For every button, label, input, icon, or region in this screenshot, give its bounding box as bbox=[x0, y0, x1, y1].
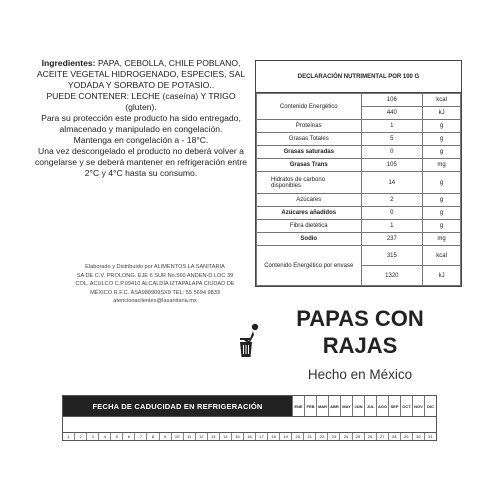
expiry-day: 6 bbox=[122, 433, 134, 440]
expiry-month: JUL bbox=[364, 396, 376, 416]
nutrition-title: DECLARACIÓN NUTRIMENTAL POR 100 G bbox=[256, 61, 461, 93]
expiry-day: 19 bbox=[279, 433, 291, 440]
expiry-title: FECHA DE CADUCIDAD EN REFRIGERACIÓN bbox=[63, 396, 292, 416]
nutrition-value: 14 bbox=[361, 172, 423, 194]
nutrition-value: 105 bbox=[361, 159, 423, 172]
nutrition-value: 5 bbox=[361, 133, 423, 146]
expiry-day: 23 bbox=[327, 433, 339, 440]
storage-text: Para su protección este producto ha sido entregado, almacenado y manipulado en congelación. bbox=[41, 113, 241, 134]
expiry-day: 27 bbox=[376, 433, 388, 440]
expiry-month: FEB bbox=[304, 396, 316, 416]
expiry-day: 10 bbox=[171, 433, 183, 440]
expiry-month: MAR bbox=[316, 396, 328, 416]
expiry-month: MAY bbox=[340, 396, 352, 416]
expiry-day: 12 bbox=[195, 433, 207, 440]
manufacturer-info bbox=[55, 263, 255, 306]
ingredients-list: PAPA, CEBOLLA, CHILE POBLANO, ACEITE VEGETAL HIDROGENADO, ESPECIES, SAL YODADA Y SORBATO DE POTASIO.. bbox=[36, 58, 246, 90]
ingredients-label: Ingredientes: bbox=[41, 58, 96, 68]
ingredients-text bbox=[30, 58, 252, 91]
ingredients-block bbox=[30, 58, 252, 179]
energy-row bbox=[257, 94, 461, 107]
made-in-mexico: Hecho en México bbox=[307, 367, 413, 382]
expiry-day: 1 bbox=[67, 434, 70, 439]
nutrition-unit: g bbox=[423, 207, 461, 220]
expiry-days bbox=[63, 432, 436, 440]
energy-pack-kcal-value: 315 bbox=[361, 246, 423, 266]
manufacturer-line: COL. ACULCO C.P.09410 ALCALDÍA IZTAPALAPA CIUDAD DE bbox=[75, 281, 235, 287]
manufacturer-line: MÉXICO R.F.C. ASA980909SX9 TEL: 55 5694 9833 bbox=[90, 289, 220, 296]
expiry-day: 5 bbox=[110, 433, 122, 440]
nutrition-row bbox=[257, 207, 461, 220]
nutrition-unit: mg bbox=[423, 159, 461, 172]
nutrition-value: 0 bbox=[361, 207, 423, 220]
expiry-day: 24 bbox=[339, 433, 351, 440]
nutrition-unit: g bbox=[423, 220, 461, 233]
nutrition-row bbox=[257, 172, 461, 194]
product-block bbox=[285, 305, 435, 382]
expiry-month: ABR bbox=[328, 396, 340, 416]
expiry-write-area bbox=[63, 416, 436, 432]
nutrition-unit: g bbox=[423, 146, 461, 159]
energy-pack-kj-unit: kJ bbox=[423, 266, 461, 286]
expiry-day: 20 bbox=[291, 433, 303, 440]
manufacturer-email: atencionaclientes@lasanitaria.mx bbox=[113, 298, 197, 304]
expiry-day: 7 bbox=[134, 433, 146, 440]
nutrition-unit: g bbox=[423, 133, 461, 146]
expiry-day: 13 bbox=[207, 433, 219, 440]
thaw-text: Una vez descongelado el producto no deberá volver a congelarse y se deberá mantener en refrigeración entre 2°C y 4°C hasta su consumo. bbox=[34, 146, 248, 178]
expiry-day: 14 bbox=[219, 433, 231, 440]
energy-pack-row bbox=[257, 246, 461, 266]
expiry-day: 8 bbox=[146, 433, 158, 440]
expiry-month: SEP bbox=[388, 396, 400, 416]
expiry-day: 31 bbox=[424, 433, 436, 440]
nutrition-row bbox=[257, 120, 461, 133]
trash-disposal-icon bbox=[236, 323, 268, 359]
nutrition-unit: g bbox=[423, 194, 461, 207]
nutrition-row bbox=[257, 146, 461, 159]
nutrition-row bbox=[257, 233, 461, 246]
nutrition-label: Grasas Trans bbox=[257, 159, 362, 172]
nutrition-unit: g bbox=[423, 120, 461, 133]
nutrition-unit: g bbox=[423, 172, 461, 194]
expiry-day: 2 bbox=[74, 433, 86, 440]
expiry-months bbox=[292, 396, 436, 416]
nutrition-label: Azúcares bbox=[257, 194, 362, 207]
nutrition-row bbox=[257, 220, 461, 233]
expiry-day: 3 bbox=[86, 433, 98, 440]
expiry-day: 4 bbox=[98, 433, 110, 440]
expiry-day: 21 bbox=[303, 433, 315, 440]
product-name-line1: PAPAS CON bbox=[296, 306, 424, 331]
expiry-month: OCT bbox=[400, 396, 412, 416]
expiry-day: 17 bbox=[255, 433, 267, 440]
energy-kcal-unit: kcal bbox=[423, 94, 461, 107]
manufacturer-line: SA DE C.V. PROLONG. EJE 6 SUR No.560 ANDEN-D LOC 39 bbox=[76, 272, 234, 279]
nutrition-value: 0 bbox=[361, 146, 423, 159]
nutrition-value: 2 bbox=[361, 194, 423, 207]
expiry-day: 29 bbox=[400, 433, 412, 440]
expiry-month: ENE bbox=[292, 396, 304, 416]
nutrition-value: 1 bbox=[361, 220, 423, 233]
expiry-month: AGO bbox=[376, 396, 388, 416]
manufacturer-line: Elaborado y Distribuido por ALIMENTOS LA SANITARIA bbox=[85, 264, 225, 270]
allergens-text: PUEDE CONTENER: LECHE (caseína) Y TRIGO (gluten). bbox=[46, 91, 236, 112]
nutrition-label: Grasas saturadas bbox=[257, 146, 362, 159]
energy-label: Contenido Energético bbox=[257, 94, 362, 120]
nutrition-table bbox=[255, 60, 462, 287]
expiry-header-row bbox=[63, 396, 436, 416]
expiry-day: 9 bbox=[159, 433, 171, 440]
expiry-month: DIC bbox=[424, 396, 436, 416]
product-name-line2: RAJAS bbox=[322, 333, 398, 358]
nutrition-label: Hidratos de carbono disponibles bbox=[257, 172, 362, 194]
nutrition-label: Sodio bbox=[257, 233, 362, 246]
nutrition-label: Grasas Totales bbox=[257, 133, 362, 146]
nutrition-row bbox=[257, 133, 461, 146]
energy-kj-value: 440 bbox=[361, 107, 423, 120]
nutrition-row bbox=[257, 159, 461, 172]
expiry-day: 11 bbox=[183, 433, 195, 440]
nutrition-value: 1 bbox=[361, 120, 423, 133]
expiry-month: NOV bbox=[412, 396, 424, 416]
nutrition-unit: mg bbox=[423, 233, 461, 246]
expiry-box bbox=[62, 395, 437, 441]
energy-pack-kcal-unit: kcal bbox=[423, 246, 461, 266]
energy-pack-kj-value: 1320 bbox=[361, 266, 423, 286]
energy-pack-label: Contenido Energético por envase bbox=[257, 246, 362, 286]
nutrition-grid bbox=[256, 93, 461, 286]
nutrition-value: 237 bbox=[361, 233, 423, 246]
energy-kcal-value: 106 bbox=[361, 94, 423, 107]
expiry-day: 28 bbox=[388, 433, 400, 440]
expiry-day: 22 bbox=[315, 433, 327, 440]
nutrition-label: Proteínas bbox=[257, 120, 362, 133]
nutrition-label: Fibra dietética bbox=[257, 220, 362, 233]
expiry-day: 16 bbox=[243, 433, 255, 440]
expiry-day: 30 bbox=[412, 433, 424, 440]
energy-kj-unit: kJ bbox=[423, 107, 461, 120]
keep-frozen-text: Mantenga en congelación a - 18°C. bbox=[73, 135, 209, 145]
nutrition-row bbox=[257, 194, 461, 207]
expiry-day: 25 bbox=[352, 433, 364, 440]
nutrition-label: Azúcares añadidos bbox=[257, 207, 362, 220]
expiry-day: 26 bbox=[364, 433, 376, 440]
expiry-day: 18 bbox=[267, 433, 279, 440]
expiry-month: JUN bbox=[352, 396, 364, 416]
expiry-day: 15 bbox=[231, 433, 243, 440]
